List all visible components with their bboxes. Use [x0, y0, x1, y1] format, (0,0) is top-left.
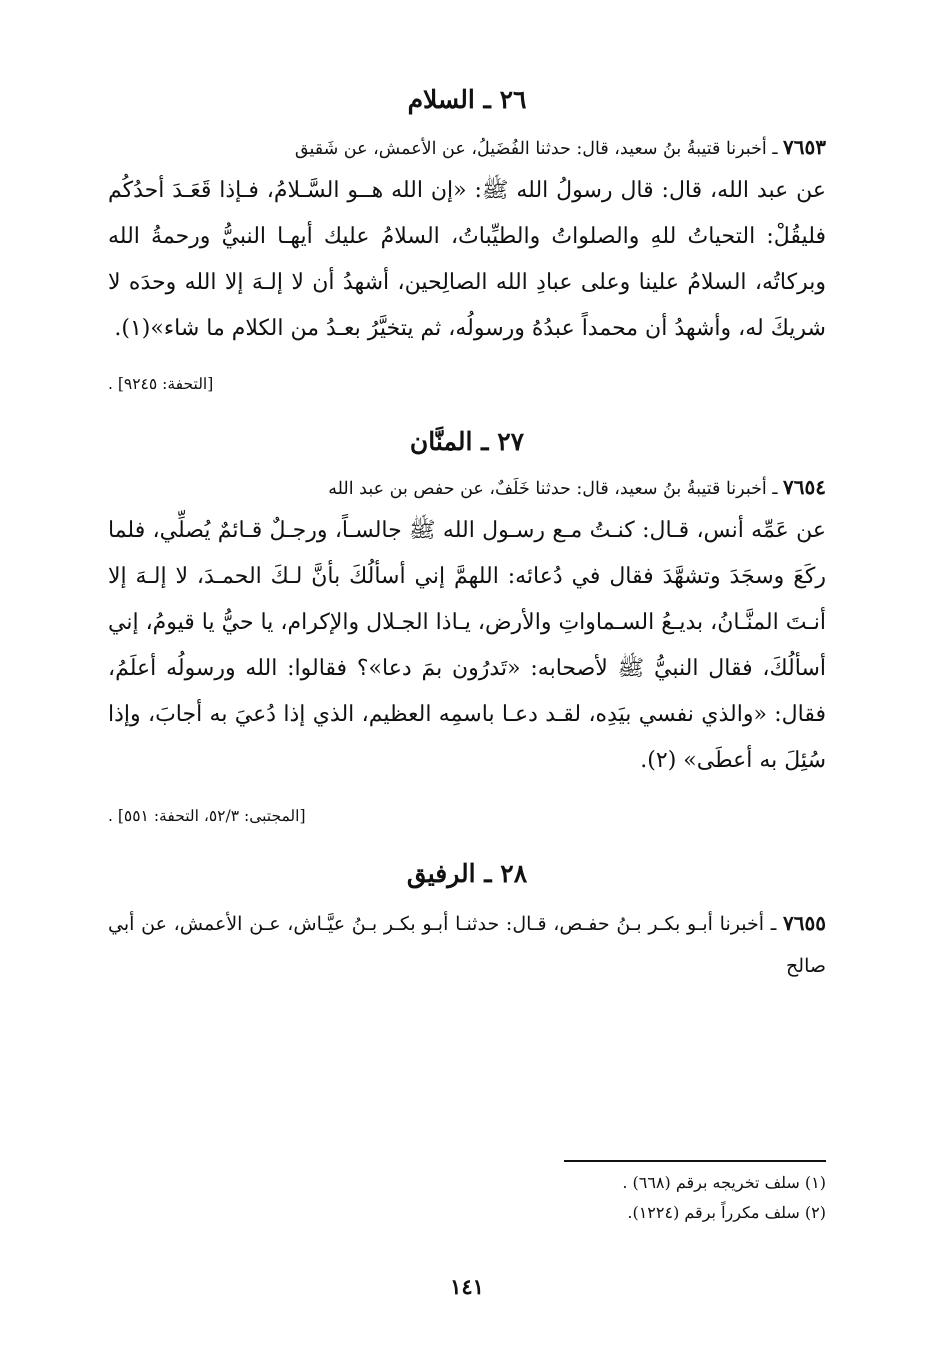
hadith-number: ٧٦٥٣ — [783, 135, 826, 159]
hadith-text-7653: عن عبد الله، قال: قال رسولُ الله ﷺ: «إن الله هــو السَّـلامُ، فـإذا قَعَـدَ أحدُكُم فليقُلْ: التحياتُ للهِ والصلواتُ والطيِّباتُ، السلامُ عليك أيهـا النبيُّ ورحمةُ الله وبركاتُه، السلامُ علينا وعلى عبادِ الله الصالِحين، أشهدُ أن لا إلـهَ إلا الله وحدَه لا شريكَ له، وأشهدُ أن محمداً عبدُهُ ورسولُه، ثم يتخيَّرُ بعـدُ من الكلام ما شاء»(١). — [108, 178, 826, 341]
footnotes — [108, 1160, 826, 1228]
reference-block — [108, 804, 826, 828]
hadith-isnad-7654 — [108, 472, 826, 504]
section-heading-salam: ٢٦ ـ السلام — [407, 85, 527, 114]
footnote-2: (٢) سلف مكرراً برقم (١٢٢٤). — [627, 1203, 826, 1222]
tuhfa-reference-7653: [التحفة: ٩٢٤٥] . — [108, 375, 214, 393]
hadith-number: ٧٦٥٤ — [783, 475, 826, 499]
isnad-text: ـ أخبرنا قتيبةُ بنُ سعيد، قال: حدثنا خَلَفٌ، عن حفص بن عبد الله — [328, 479, 784, 499]
hadith-text-7654: عن عَمِّه أنس، قـال: كنـتُ مـع رسـول الله ﷺ جالسـاً، ورجـلٌ قـائمٌ يُصلِّي، فلما ركَعَ وسجَدَ وتشهَّدَ فقال في دُعائه: اللهمَّ إني أسألُكَ بأنَّ لـكَ الحمـدَ، لا إلـهَ إلا أنـتَ المنَّـانُ، بديـعُ السـماواتِ والأرض، يـاذا الجـلال والإكرام، يا حيُّ يا قيومُ، إني أسألُكَ، فقال النبيُّ ﷺ لأصحابه: «تَدرُون بمَ دعا»؟ فقالوا: الله ورسولُه أعلَمُ، فقال: «والذي نفسي بيَدِه، لقـد دعـا باسمِه العظيم، الذي إذا دُعيَ به أجابَ، وإذا سُئِلَ به أعطَى» (٢). — [108, 518, 826, 773]
isnad-text: ـ أخبرنا أبـو بكـر بـنُ حفـص، قـال: حدثنـا أبـو بكـر بـنُ عيَّـاش، عـن الأعمش، عن أبي صالح — [108, 913, 826, 977]
hadith-number: ٧٦٥٥ — [783, 911, 826, 935]
hadith-isnad-7655 — [108, 902, 826, 987]
mujtaba-reference-7654: [المجتبى: ٥٢/٣، التحفة: ٥٥١] . — [108, 807, 306, 825]
footnote-divider — [564, 1160, 826, 1162]
reference-block — [108, 372, 826, 396]
book-page — [108, 78, 826, 1318]
hadith-isnad-7653 — [108, 132, 826, 164]
section-heading-rafiq: ٢٨ ـ الرفيق — [406, 859, 528, 888]
page-number: ١٤١ — [450, 1274, 484, 1299]
section-heading-mannan: ٢٧ ـ المنَّان — [409, 427, 525, 456]
footnote-1: (١) سلف تخريجه برقم (٦٦٨) . — [622, 1173, 826, 1192]
isnad-text: ـ أخبرنا قتيبةُ بنُ سعيد، قال: حدثنا الفُضَيلُ، عن الأعمش، عن شَقيق — [294, 139, 784, 159]
